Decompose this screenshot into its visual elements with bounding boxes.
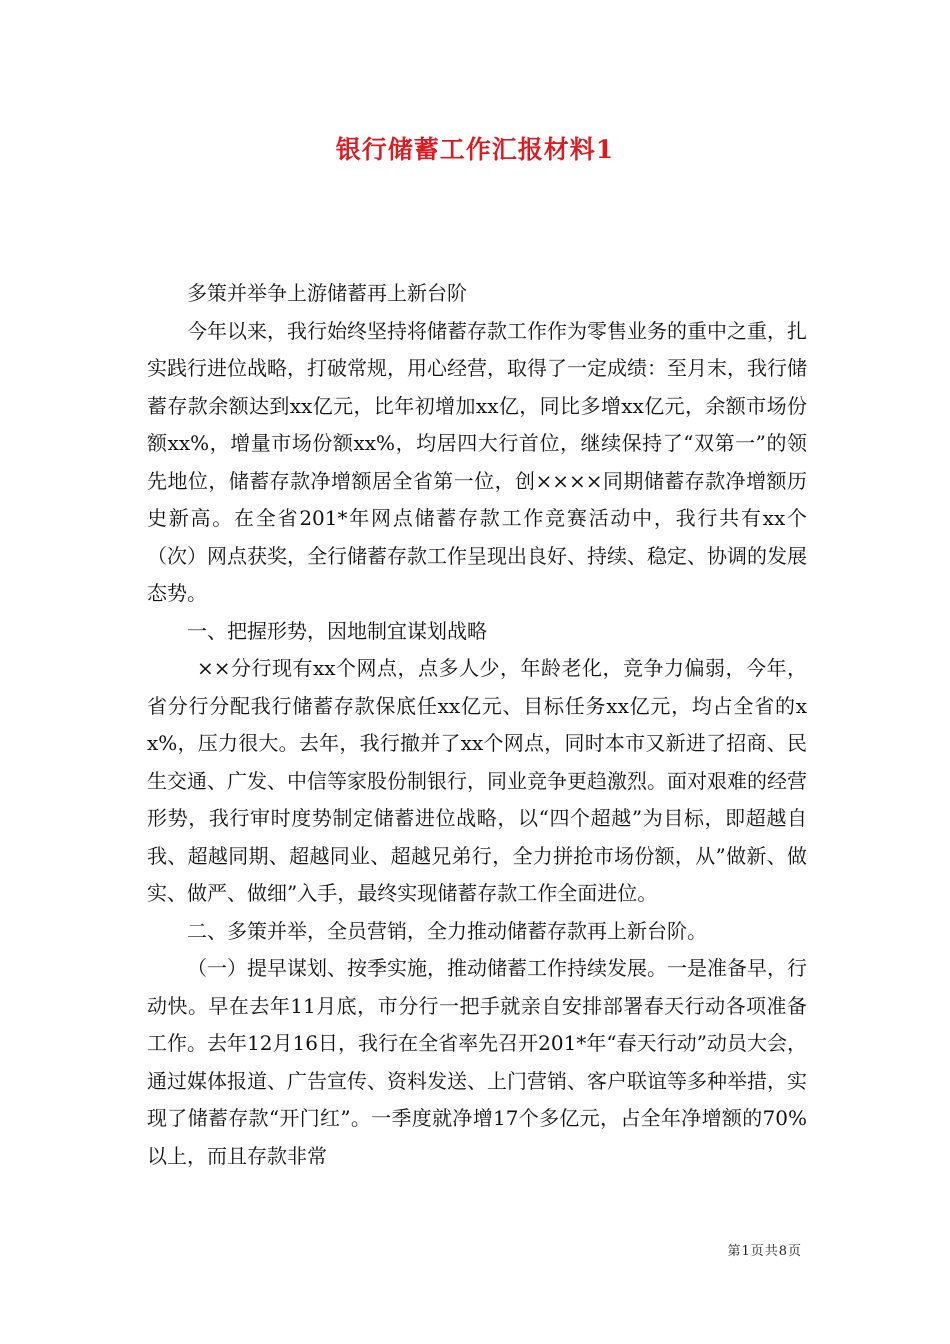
subsection-1-paragraph: （一）提早谋划、按季实施，推动储蓄工作持续发展。一是准备早，行动快。早在去年11月底，市分行一把手就亲自安排部署春天行动各项准备工作。去年12月16日，我行在全省率先召开201*年“春天行动”动员大会，通过媒体报道、广告宣传、资料发送、上门营销、客户联谊等多种举措，实现了储蓄存款“开门红”。一季度就净增17个多亿元，占全年净增额的70%以上，而且存款非常 <box>147 956 807 1168</box>
page-number-footer <box>727 1240 802 1259</box>
section-heading-1: 一、把握形势，因地制宜谋划战略 <box>187 618 487 643</box>
page-label: 第1页共8页 <box>727 1244 802 1259</box>
document-title: 银行储蓄工作汇报材料1 <box>335 135 615 164</box>
subtitle-paragraph: 多策并举争上游储蓄再上新台阶 <box>187 281 467 305</box>
section-1-paragraph: ××分行现有xx个网点，点多人少，年龄老化，竞争力偏弱，今年，省分行分配我行储蓄存款保底任xx亿元、目标任务xx亿元，均占全省的xx%，压力很大。去年，我行撤并了xx个网点，同时本市又新进了招商、民生交通、广发、中信等家股份制银行，同业竞争更趋激烈。面对艰难的经营形势，我行审时度势制定储蓄进位战略，以“四个超越”为目标，即超越自我、超越同期、超越同业、超越兄弟行，全力拼抢市场份额，从”做新、做实、做严、做细”入手，最终实现储蓄存款工作全面进位。 <box>147 656 807 905</box>
section-heading-2: 二、多策并举，全员营销，全力推动储蓄存款再上新台阶。 <box>187 918 707 943</box>
intro-paragraph: 今年以来，我行始终坚持将储蓄存款工作作为零售业务的重中之重，扎实践行进位战略，打破常规，用心经营，取得了一定成绩：至月末，我行储蓄存款余额达到xx亿元，比年初增加xx亿，同比多增xx亿元，余额市场份额xx%，增量市场份额xx%，均居四大行首位，继续保持了“双第一”的领先地位，储蓄存款净增额居全省第一位，创××××同期储蓄存款净增额历史新高。在全省201*年网点储蓄存款工作竞赛活动中，我行共有xx个（次）网点获奖，全行储蓄存款工作呈现出良好、持续、稳定、协调的发展态势。 <box>147 318 807 605</box>
document-body <box>147 275 807 1175</box>
